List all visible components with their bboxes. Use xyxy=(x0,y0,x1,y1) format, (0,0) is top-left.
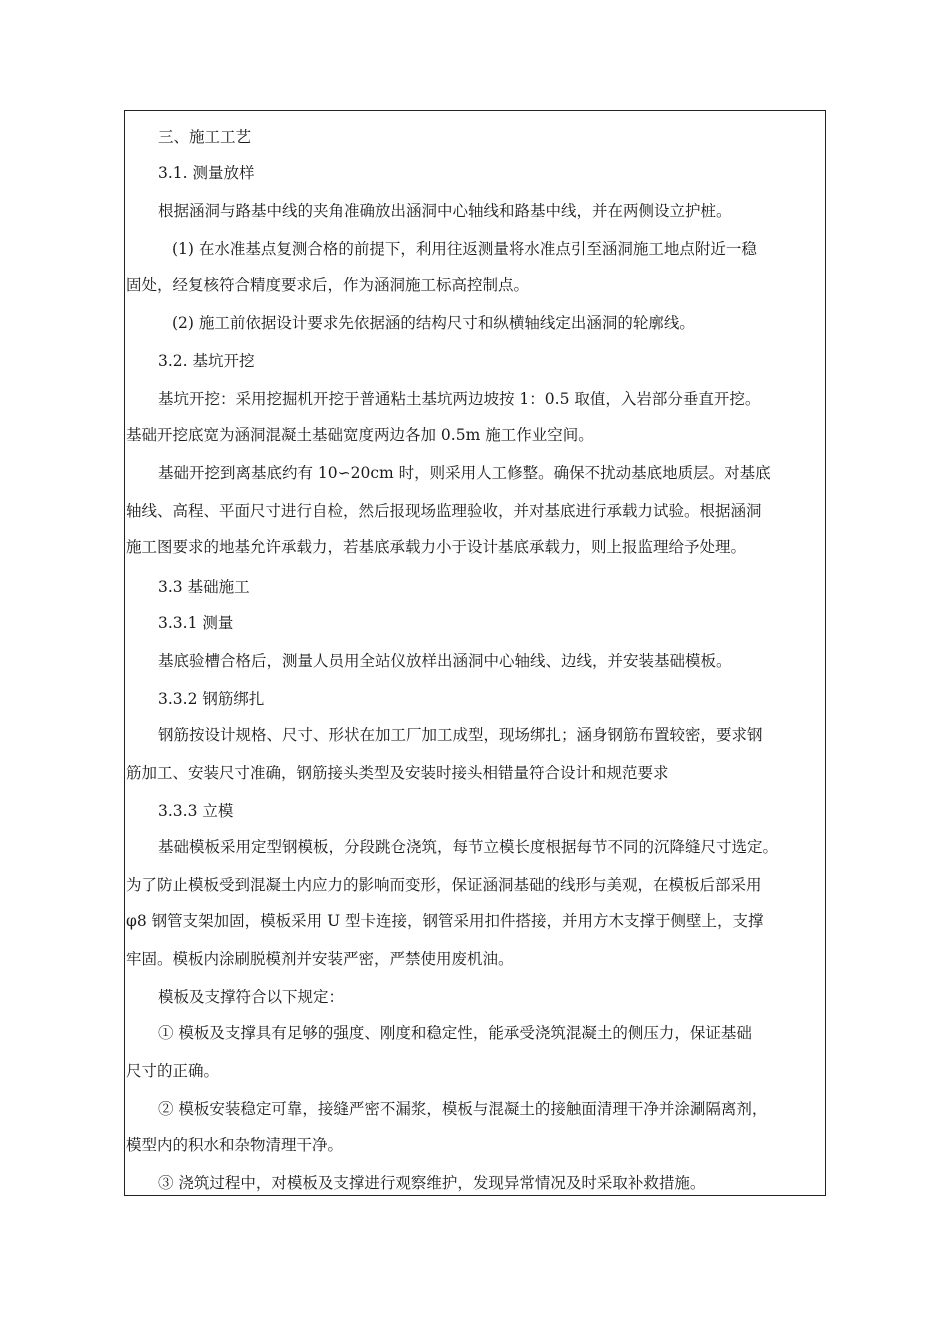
subsection-heading: 3.3.3 立模 xyxy=(158,802,234,820)
paragraph-line: 基底验槽合格后，测量人员用全站仪放样出涵洞中心轴线、边线，并安装基础模板。 xyxy=(158,652,732,670)
paragraph-line: 尺寸的正确。 xyxy=(126,1062,220,1080)
paragraph-line: 轴线、高程、平面尺寸进行自检，然后报现场监理验收，并对基底进行承载力试验。根据涵洞 xyxy=(126,502,762,520)
paragraph-line: 为了防止模板受到混凝土内应力的影响而变形，保证涵洞基础的线形与美观，在模板后部采用 xyxy=(126,876,762,894)
subsection-heading: 3.3.1 测量 xyxy=(158,614,234,632)
paragraph-line: 施工图要求的地基允许承载力，若基底承载力小于设计基底承载力，则上报监理给予处理。 xyxy=(126,538,747,556)
list-item: ③ 浇筑过程中，对模板及支撑进行观察维护，发现异常情况及时采取补救措施。 xyxy=(158,1174,706,1192)
subsection-heading: 3.3 基础施工 xyxy=(158,578,250,596)
paragraph-line: (2) 施工前依据设计要求先依据涵的结构尺寸和纵横轴线定出涵洞的轮廓线。 xyxy=(172,314,695,332)
paragraph-line: 牢固。模板内涂刷脱模剂并安装严密，严禁使用废机油。 xyxy=(126,950,514,968)
paragraph-line: 基坑开挖：采用挖掘机开挖于普通粘土基坑两边坡按 1：0.5 取值，入岩部分垂直开挖。 xyxy=(158,390,761,408)
paragraph-line: 筋加工、安装尺寸准确，钢筋接头类型及安装时接头相错量符合设计和规范要求 xyxy=(126,764,669,782)
paragraph-line: 钢筋按设计规格、尺寸、形状在加工厂加工成型，现场绑扎；涵身钢筋布置较密，要求钢 xyxy=(158,726,763,744)
paragraph-line: 基础开挖底宽为涵洞混凝土基础宽度两边各加 0.5m 施工作业空间。 xyxy=(126,426,594,444)
paragraph-line: 根据涵洞与路基中线的夹角准确放出涵洞中心轴线和路基中线，并在两侧设立护桩。 xyxy=(158,202,732,220)
subsection-heading: 3.1. 测量放样 xyxy=(158,164,255,182)
subsection-heading: 3.3.2 钢筋绑扎 xyxy=(158,690,265,708)
paragraph-line: 基础模板采用定型钢模板，分段跳仓浇筑，每节立模长度根据每节不同的沉降缝尺寸选定。 xyxy=(158,838,779,856)
paragraph-line: 模板及支撑符合以下规定： xyxy=(158,988,345,1006)
list-item: ② 模板安装稳定可靠，接缝严密不漏浆，模板与混凝土的接触面清理干净并涂涮隔离剂， xyxy=(158,1100,768,1118)
section-heading: 三、施工工艺 xyxy=(158,128,252,146)
paragraph-line: (1) 在水准基点复测合格的前提下，利用往返测量将水准点引至涵洞施工地点附近一稳 xyxy=(172,240,757,258)
paragraph-line: 模型内的积水和杂物清理干净。 xyxy=(126,1136,344,1154)
paragraph-line: 固处，经复核符合精度要求后，作为涵洞施工标高控制点。 xyxy=(126,276,530,294)
list-item: ① 模板及支撑具有足够的强度、刚度和稳定性，能承受浇筑混凝土的侧压力，保证基础 xyxy=(158,1024,752,1042)
paragraph-line: φ8 钢管支架加固，模板采用 U 型卡连接，钢管采用扣件搭接，并用方木支撑于侧壁上，支撑 xyxy=(126,912,764,930)
paragraph-line: 基础开挖到离基底约有 10∽20cm 时，则采用人工修整。确保不扰动基底地质层。对基底 xyxy=(158,464,771,482)
subsection-heading: 3.2. 基坑开挖 xyxy=(158,352,255,370)
